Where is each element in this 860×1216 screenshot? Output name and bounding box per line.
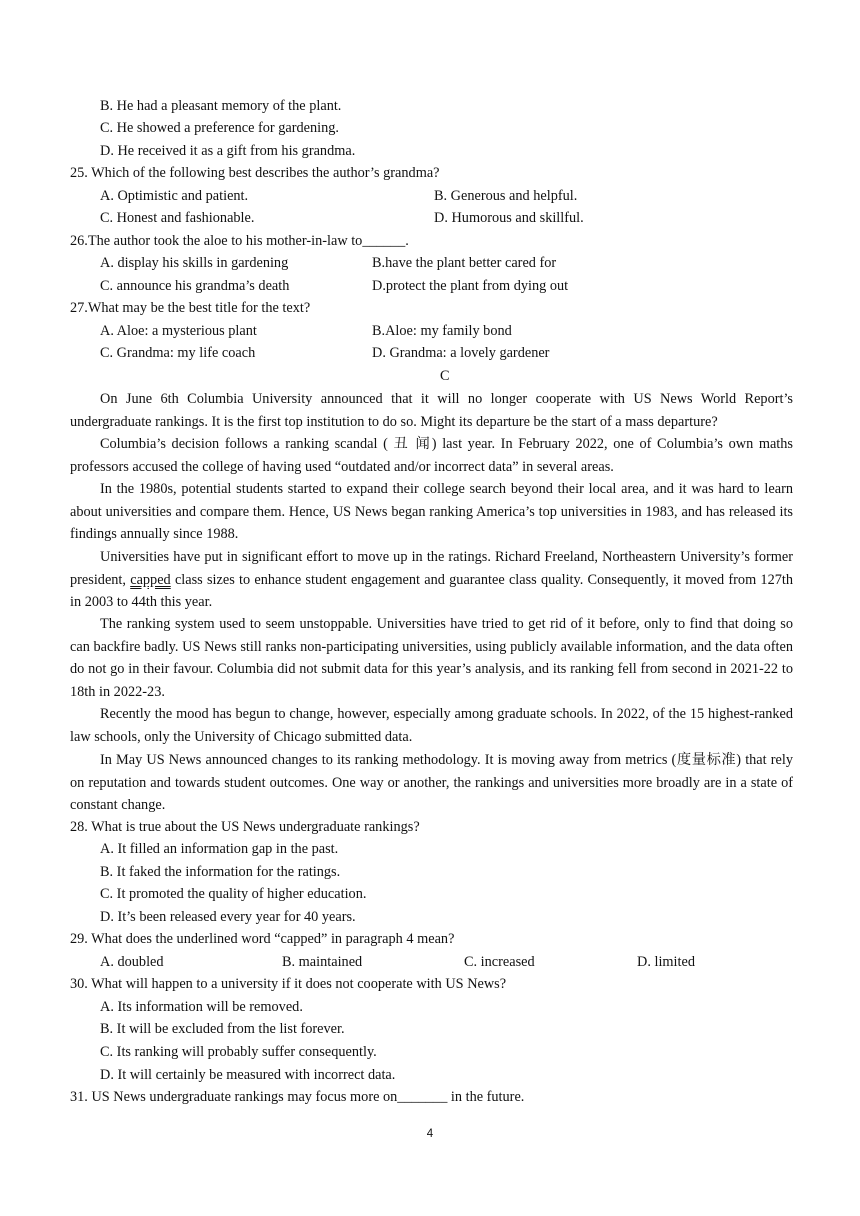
passage-paragraph-1: On June 6th Columbia University announced that it will no longer cooperate with US News World Report’s undergraduate rankings. It is the first top institution to do so. Might its departure be the start of a mass departure? [70, 391, 793, 430]
q29-option-c: C. increased [464, 954, 535, 970]
q31-stem: 31. US News undergraduate rankings may focus more on_______ in the future. [70, 1089, 525, 1105]
q28-option-b: B. It faked the information for the ratings. [100, 864, 341, 880]
q26-option-c: C. announce his grandma’s death [100, 278, 290, 294]
paragraph-4-text-before: Universities have put in significant effort to move up in the ratings. Richard Freeland, Northeastern University’s former president, [70, 549, 793, 588]
q25-option-a: A. Optimistic and patient. [100, 188, 249, 204]
q27-stem: 27.What may be the best title for the text? [70, 300, 311, 316]
q28-option-c: C. It promoted the quality of higher education. [100, 886, 367, 902]
q27-option-d: D. Grandma: a lovely gardener [372, 345, 550, 361]
q30-option-c: C. Its ranking will probably suffer consequently. [100, 1044, 377, 1060]
q28-option-d: D. It’s been released every year for 40 years. [100, 909, 356, 925]
q28-option-a: A. It filled an information gap in the past. [100, 841, 339, 857]
q28-stem: 28. What is true about the US News undergraduate rankings? [70, 819, 420, 835]
q26-stem: 26.The author took the aloe to his mother-in-law to______. [70, 233, 409, 249]
paragraph-4-text-after: class sizes to enhance student engagement and guarantee class quality. Consequently, it moved from 127th in 2003 to 44th this year. [70, 571, 793, 611]
q26-option-a: A. display his skills in gardening [100, 255, 289, 271]
passage-paragraph-5: The ranking system used to seem unstoppable. Universities have tried to get rid of it before, only to find that doing so can backfire badly. US News still ranks non-participating universities, using publicly available information, and the data often do not go in their favour. Columbia did not submit data for this year’s analysis, and its ranking fell from second in 2021-22 to 18th in 2022-23. [70, 616, 793, 700]
underlined-word-capped: capped [130, 571, 171, 588]
q24-option-c: C. He showed a preference for gardening. [100, 120, 339, 136]
q26-option-b: B.have the plant better cared for [372, 255, 557, 271]
section-label: C [440, 368, 450, 384]
passage-paragraph-6: Recently the mood has begun to change, however, especially among graduate schools. In 2022, of the 15 highest-ranked law schools, only the University of Chicago submitted data. [70, 706, 793, 745]
q27-option-b: B.Aloe: my family bond [372, 323, 512, 339]
q30-option-b: B. It will be excluded from the list forever. [100, 1021, 345, 1037]
q25-option-c: C. Honest and fashionable. [100, 210, 255, 226]
q27-option-a: A. Aloe: a mysterious plant [100, 323, 257, 339]
q29-stem: 29. What does the underlined word “capped” in paragraph 4 mean? [70, 931, 455, 947]
q24-option-b: B. He had a pleasant memory of the plant. [100, 98, 342, 114]
passage-paragraph-7: In May US News announced changes to its ranking methodology. It is moving away from metrics (度量标准) that rely on reputation and towards student outcomes. One way or another, the rankings and universities more broadly are in a state of constant change. [70, 752, 793, 814]
q27-option-c: C. Grandma: my life coach [100, 345, 256, 361]
q25-option-b: B. Generous and helpful. [434, 188, 578, 204]
q24-option-d: D. He received it as a gift from his grandma. [100, 143, 356, 159]
q29-option-b: B. maintained [282, 954, 363, 970]
q29-option-d: D. limited [637, 954, 695, 970]
q25-stem: 25. Which of the following best describes the author’s grandma? [70, 165, 440, 181]
paragraph-3-text: In the 1980s, potential students started to expand their college search beyond their local area, and it was hard to learn about universities and compare them. Hence, US News began ranking America’s top universities in 1983, and has released its findings annually since 1988. [70, 481, 793, 543]
passage-paragraph-2: Columbia’s decision follows a ranking scandal ( 丑 闻) last year. In February 2022, one of Columbia’s own maths professors accused the college of having used “outdated and/or incorrect data” in several areas. [70, 436, 793, 475]
passage-paragraph-4 [70, 546, 793, 614]
q30-stem: 30. What will happen to a university if it does not cooperate with US News? [70, 976, 507, 992]
page-number: 4 [426, 1128, 434, 1140]
passage-paragraph-3 [70, 478, 793, 546]
q26-option-d: D.protect the plant from dying out [372, 278, 569, 294]
q29-option-a: A. doubled [100, 954, 164, 970]
q25-option-d: D. Humorous and skillful. [434, 210, 584, 226]
q30-option-d: D. It will certainly be measured with incorrect data. [100, 1067, 396, 1083]
q30-option-a: A. Its information will be removed. [100, 999, 303, 1015]
